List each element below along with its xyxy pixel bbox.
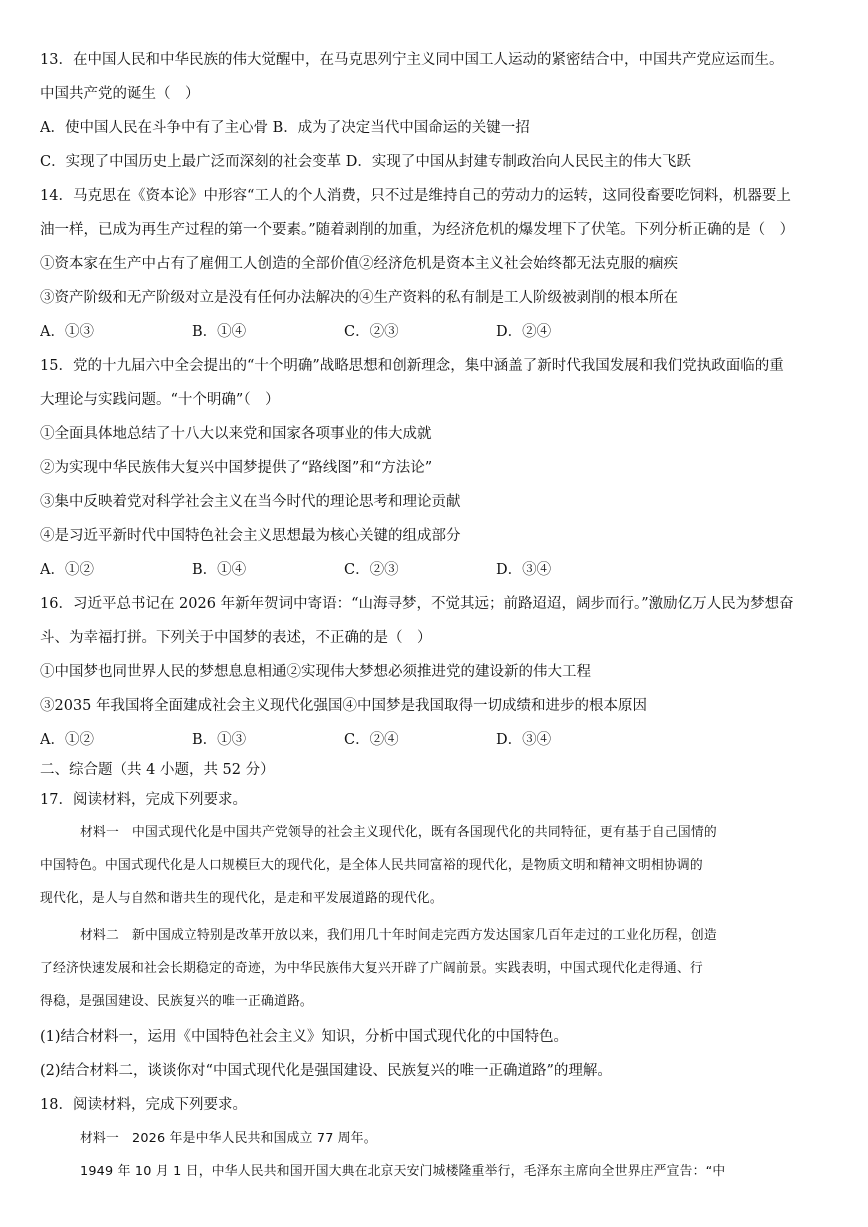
- q16-options: [40, 730, 840, 750]
- q14-option-a: A．①③: [40, 324, 94, 340]
- q16-statement-line2: ③2035 年我国将全面建成社会主义现代化强国④中国梦是我国取得一切成绩和进步的根本原因: [40, 698, 648, 714]
- q15-option-d: D．③④: [496, 562, 552, 578]
- q14-options: [40, 322, 840, 342]
- q14-statement-line2: ③资产阶级和无产阶级对立是没有任何办法解决的④生产资料的私有制是工人阶级被剥削的根本所在: [40, 290, 678, 306]
- q17-material2-line3: 得稳，是强国建设、民族复兴的唯一正确道路。: [40, 994, 313, 1009]
- q15-options: [40, 560, 840, 580]
- q16-stem-line1: 16．习近平总书记在 2026 年新年贺词中寄语：“山海寻梦，不觉其远；前路迢迢，阔步而行。”激励亿万人民为梦想奋: [40, 596, 794, 612]
- q15-option-c: C．②③: [344, 562, 399, 578]
- q17-material1-line1: 材料一 中国式现代化是中国共产党领导的社会主义现代化，既有各国现代化的共同特征，更有基于自己国情的: [80, 825, 717, 840]
- q17-material2-line2: 了经济快速发展和社会长期稳定的奇迹，为中华民族伟大复兴开辟了广阔前景。实践表明，中国式现代化走得通、行: [40, 961, 703, 976]
- q17-material2-line1: 材料二 新中国成立特别是改革开放以来，我们用几十年时间走完西方发达国家几百年走过的工业化历程，创造: [80, 928, 717, 943]
- q16-statement-line1: ①中国梦也同世界人民的梦想息息相通②实现伟大梦想必须推进党的建设新的伟大工程: [40, 664, 591, 680]
- q15-stem-line2: 大理论与实践问题。“十个明确”（ ）: [40, 392, 280, 408]
- section2-heading: 二、综合题（共 4 小题，共 52 分）: [40, 762, 275, 778]
- q13-stem-line1: 13．在中国人民和中华民族的伟大觉醒中，在马克思列宁主义同中国工人运动的紧密结合中，中国共产党应运而生。: [40, 52, 784, 68]
- q15-statement-1: ①全面具体地总结了十八大以来党和国家各项事业的伟大成就: [40, 426, 432, 442]
- q17-stem: 17．阅读材料，完成下列要求。: [40, 792, 247, 808]
- q14-option-b: B．①④: [192, 324, 247, 340]
- q15-statement-4: ④是习近平新时代中国特色社会主义思想最为核心关键的组成部分: [40, 528, 461, 544]
- q17-material1-line3: 现代化，是人与自然和谐共生的现代化，是走和平发展道路的现代化。: [40, 891, 443, 906]
- q15-option-b: B．①④: [192, 562, 247, 578]
- q17-requirement-2: (2)结合材料二，谈谈你对“中国式现代化是强国建设、民族复兴的唯一正确道路”的理解。: [40, 1063, 612, 1079]
- q15-stem-line1: 15．党的十九届六中全会提出的“十个明确”战略思想和创新理念，集中涵盖了新时代我国发展和我们党执政面临的重: [40, 358, 784, 374]
- q18-material1-line2: 1949 年 10 月 1 日，中华人民共和国开国大典在北京天安门城楼隆重举行，毛泽东主席向全世界庄严宣告：“中: [80, 1164, 726, 1179]
- q13-stem-line2: 中国共产党的诞生（ ）: [40, 86, 200, 102]
- q14-statement-line1: ①资本家在生产中占有了雇佣工人创造的全部价值②经济危机是资本主义社会始终都无法克服的痼疾: [40, 256, 678, 272]
- q15-statement-3: ③集中反映着党对科学社会主义在当今时代的理论思考和理论贡献: [40, 494, 461, 510]
- q17-material1-line2: 中国特色。中国式现代化是人口规模巨大的现代化，是全体人民共同富裕的现代化，是物质文明和精神文明相协调的: [40, 858, 703, 873]
- q14-option-d: D．②④: [496, 324, 552, 340]
- q16-option-b: B．①③: [192, 732, 247, 748]
- q16-option-c: C．②④: [344, 732, 399, 748]
- q13-option-line1: A．使中国人民在斗争中有了主心骨 B．成为了决定当代中国命运的关键一招: [40, 120, 530, 136]
- q13-option-line2: C．实现了中国历史上最广泛而深刻的社会变革 D．实现了中国从封建专制政治向人民民主的伟大飞跃: [40, 154, 691, 170]
- q14-stem-line1: 14．马克思在《资本论》中形容“工人的个人消费，只不过是维持自己的劳动力的运转，这同役畜要吃饲料，机器要上: [40, 188, 791, 204]
- q18-stem: 18．阅读材料，完成下列要求。: [40, 1097, 247, 1113]
- q15-option-a: A．①②: [40, 562, 94, 578]
- q14-stem-line2: 油一样，已成为再生产过程的第一个要素。”随着剥削的加重，为经济危机的爆发埋下了伏笔。下列分析正确的是（ ）: [40, 222, 795, 238]
- q16-option-a: A．①②: [40, 732, 94, 748]
- q16-option-d: D．③④: [496, 732, 552, 748]
- q15-statement-2: ②为实现中华民族伟大复兴中国梦提供了“路线图”和“方法论”: [40, 460, 433, 476]
- q17-requirement-1: (1)结合材料一，运用《中国特色社会主义》知识，分析中国式现代化的中国特色。: [40, 1029, 569, 1045]
- q14-option-c: C．②③: [344, 324, 399, 340]
- q16-stem-line2: 斗、为幸福打拼。下列关于中国梦的表述，不正确的是（ ）: [40, 630, 432, 646]
- q18-material1-line1: 材料一 2026 年是中华人民共和国成立 77 周年。: [80, 1131, 377, 1146]
